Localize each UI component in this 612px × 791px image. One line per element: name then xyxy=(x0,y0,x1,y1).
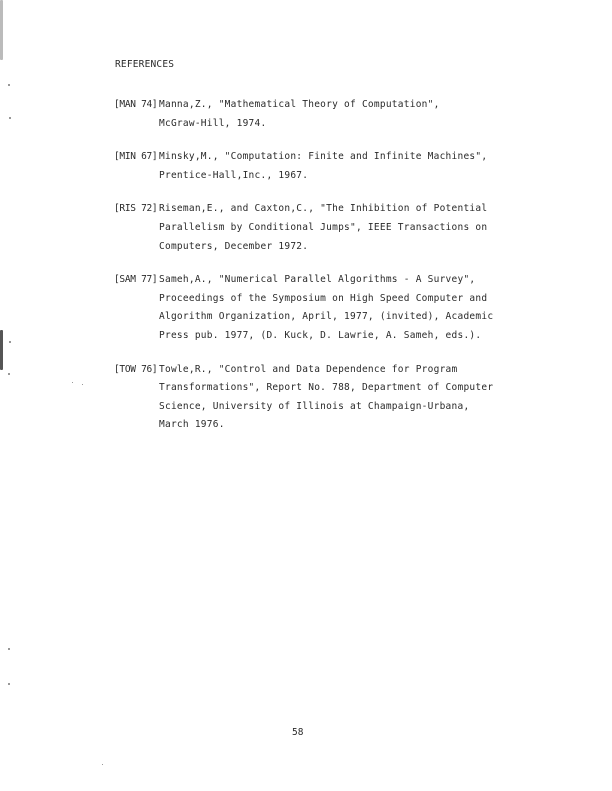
reference-line: Science, University of Illinois at Champaign-Urbana, xyxy=(159,400,470,412)
reference-entry-min67 xyxy=(114,148,554,185)
reference-text xyxy=(159,200,554,256)
references-heading: REFERENCES xyxy=(115,59,175,70)
reference-line: Manna,Z., "Mathematical Theory of Computation", xyxy=(159,99,440,110)
scan-artifact xyxy=(9,341,11,343)
reference-line: Sameh,A., "Numerical Parallel Algorithms - A Survey", xyxy=(159,274,476,286)
reference-line: Press pub. 1977, (D. Kuck, D. Lawrie, A. Sameh, eds.). xyxy=(159,329,482,341)
page-number: 58 xyxy=(292,727,304,738)
reference-entry-ris72 xyxy=(114,200,554,256)
scan-artifact xyxy=(72,382,73,383)
scan-artifact xyxy=(82,384,83,385)
reference-key: [MAN 74] xyxy=(114,99,158,110)
scan-artifact xyxy=(102,764,103,765)
reference-entry-man74 xyxy=(114,96,554,133)
reference-entry-tow76 xyxy=(114,361,554,435)
reference-text xyxy=(159,96,554,133)
scan-artifact xyxy=(0,0,3,60)
scan-artifact xyxy=(8,683,10,685)
reference-key: [TOW 76] xyxy=(114,363,158,375)
references-list xyxy=(114,96,554,450)
reference-line: Parallelism by Conditional Jumps", IEEE Transactions on xyxy=(159,221,488,233)
reference-line: Algorithm Organization, April, 1977, (invited), Academic xyxy=(159,311,494,323)
reference-text xyxy=(159,361,554,435)
reference-line: Transformations", Report No. 788, Department of Computer xyxy=(159,382,494,394)
reference-line: Minsky,M., "Computation: Finite and Infinite Machines", xyxy=(159,151,488,163)
reference-key: [SAM 77] xyxy=(114,274,158,286)
reference-line: Computers, December 1972. xyxy=(159,240,309,252)
scan-artifact xyxy=(8,84,10,86)
reference-text xyxy=(159,271,554,345)
reference-text xyxy=(159,148,554,185)
reference-line: McGraw-Hill, 1974. xyxy=(159,117,267,129)
reference-entry-sam77 xyxy=(114,271,554,345)
scan-artifact xyxy=(8,373,10,375)
reference-line: Riseman,E., and Caxton,C., "The Inhibition of Potential xyxy=(159,203,488,215)
reference-line: Towle,R., "Control and Data Dependence for Program xyxy=(159,363,458,375)
reference-line: Prentice-Hall,Inc., 1967. xyxy=(159,169,309,181)
scan-artifact xyxy=(9,117,11,119)
reference-line: March 1976. xyxy=(159,419,225,431)
reference-key: [MIN 67] xyxy=(114,151,158,163)
scan-artifact xyxy=(0,330,3,370)
reference-line: Proceedings of the Symposium on High Speed Computer and xyxy=(159,292,488,304)
scan-artifact xyxy=(8,648,10,650)
reference-key: [RIS 72] xyxy=(114,203,158,215)
